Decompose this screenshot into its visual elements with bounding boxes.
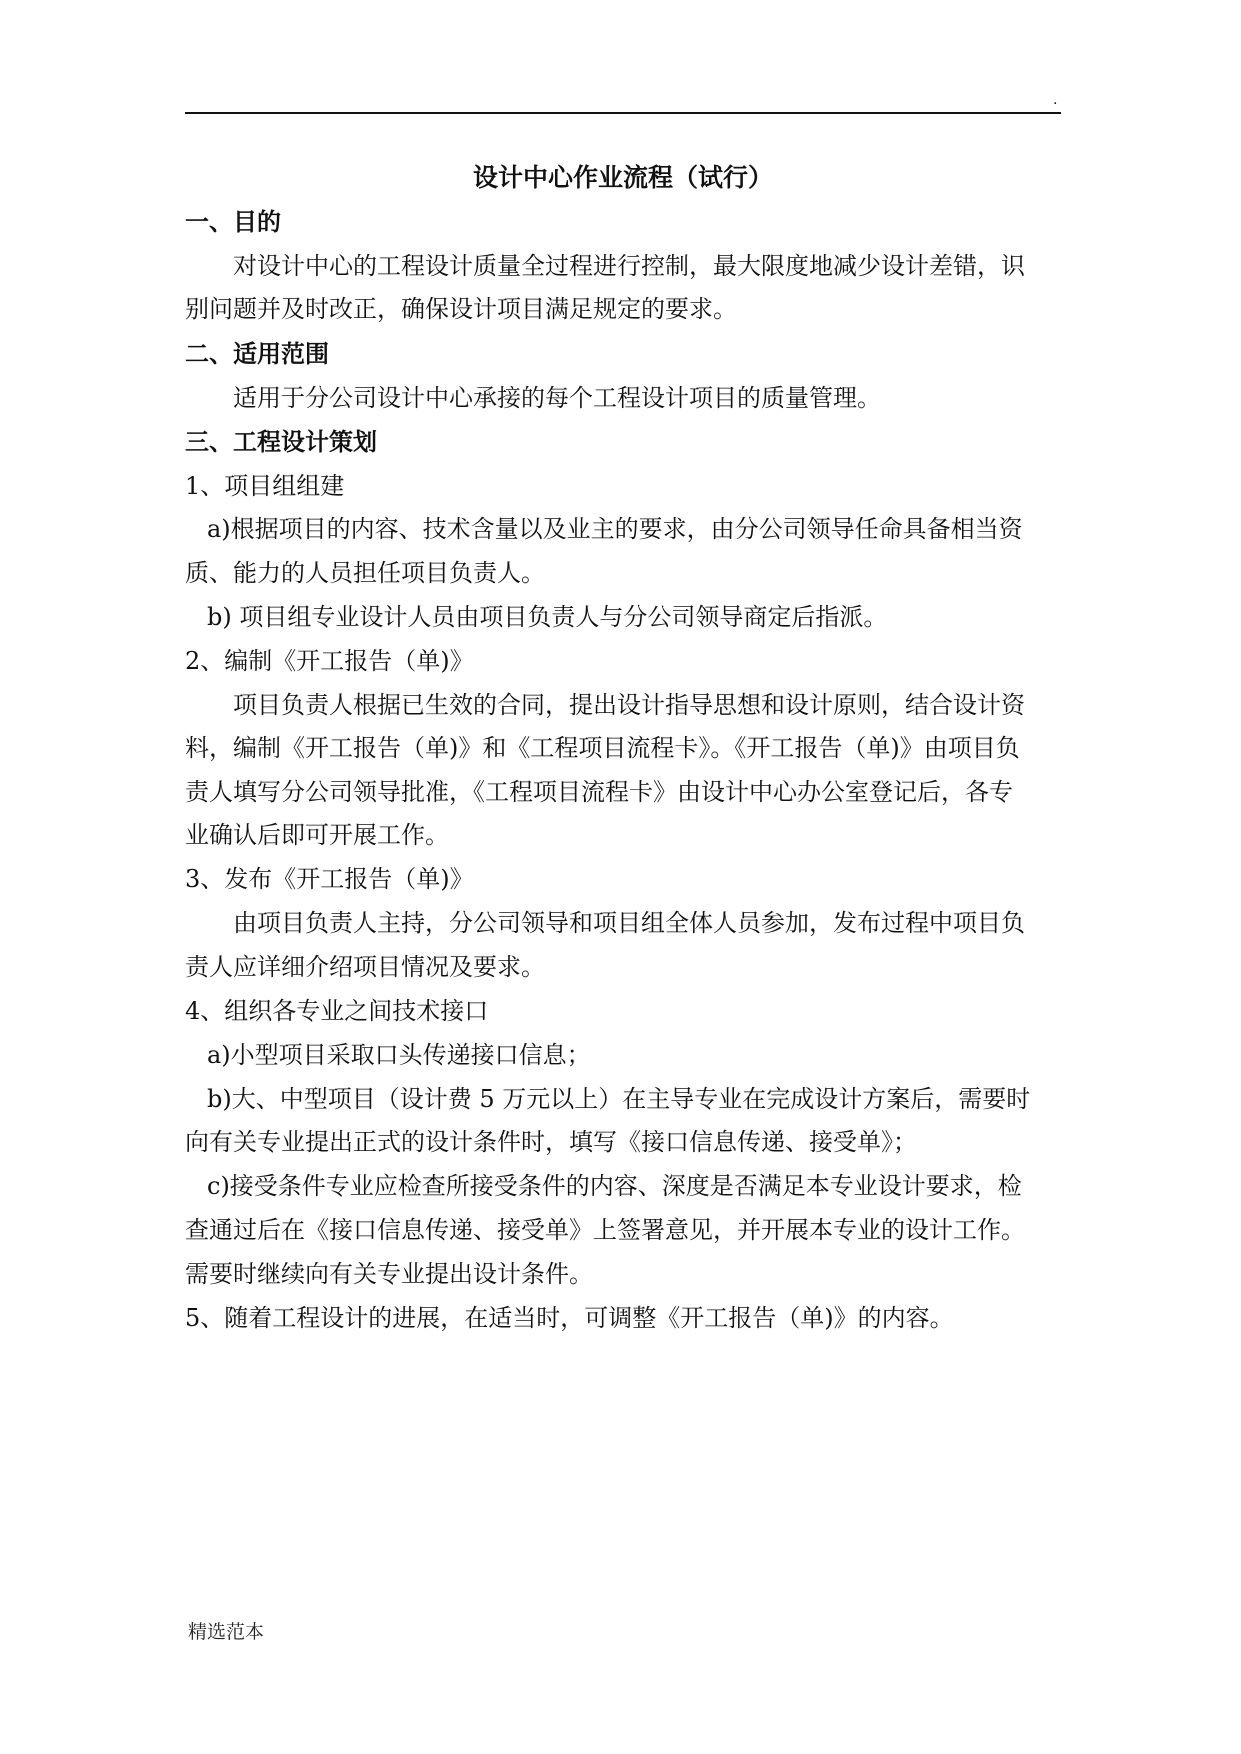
body-line: a)根据项目的内容、技术含量以及业主的要求，由分公司领导任命具备相当资 (207, 515, 1023, 543)
body-line: 4、组织各专业之间技术接口 (185, 997, 489, 1025)
document-title: 设计中心作业流程（试行） (472, 163, 773, 192)
body-line: c)接受条件专业应检查所接受条件的内容、深度是否满足本专业设计要求，检 (207, 1172, 1022, 1200)
section-heading: 三、工程设计策划 (185, 427, 377, 456)
body-line: 责人应详细介绍项目情况及要求。 (185, 953, 545, 981)
body-line: 5、随着工程设计的进展，在适当时，可调整《开工报告（单)》的内容。 (185, 1304, 954, 1332)
header-mark: . (1053, 92, 1058, 108)
page-footer: 精选范本 (188, 1621, 265, 1643)
body-line: 料，编制《开工报告（单)》和《工程项目流程卡》。《开工报告（单)》由项目负 (185, 734, 1020, 762)
body-line: 2、编制《开工报告（单)》 (185, 647, 474, 675)
body-line: 别问题并及时改正，确保设计项目满足规定的要求。 (185, 295, 737, 323)
body-line: b)大、中型项目（设计费 5 万元以上）在主导专业在完成设计方案后，需要时 (207, 1085, 1031, 1113)
body-line: 对设计中心的工程设计质量全过程进行控制，最大限度地减少设计差错，识 (233, 252, 1025, 280)
body-line: 业确认后即可开展工作。 (185, 821, 449, 849)
body-line: b) 项目组专业设计人员由项目负责人与分公司领导商定后指派。 (207, 603, 888, 631)
header-rule (185, 112, 1061, 114)
body-line: 责人填写分公司领导批准，《工程项目流程卡》由设计中心办公室登记后，各专 (185, 778, 1013, 806)
body-line: a)小型项目采取口头传递接口信息； (207, 1041, 591, 1069)
body-line: 向有关专业提出正式的设计条件时，填写《接口信息传递、接受单》； (185, 1128, 917, 1156)
body-line: 查通过后在《接口信息传递、接受单》上签署意见，并开展本专业的设计工作。 (185, 1216, 1025, 1244)
section-heading: 一、目的 (185, 207, 281, 236)
body-line: 需要时继续向有关专业提出设计条件。 (185, 1260, 593, 1288)
body-line: 项目负责人根据已生效的合同，提出设计指导思想和设计原则，结合设计资 (233, 691, 1025, 719)
section-heading: 二、适用范围 (185, 339, 329, 368)
body-line: 适用于分公司设计中心承接的每个工程设计项目的质量管理。 (233, 384, 881, 412)
body-line: 3、发布《开工报告（单)》 (185, 865, 474, 893)
body-line: 由项目负责人主持，分公司领导和项目组全体人员参加，发布过程中项目负 (233, 909, 1025, 937)
body-line: 质、能力的人员担任项目负责人。 (185, 559, 545, 587)
body-line: 1、项目组组建 (185, 472, 345, 500)
